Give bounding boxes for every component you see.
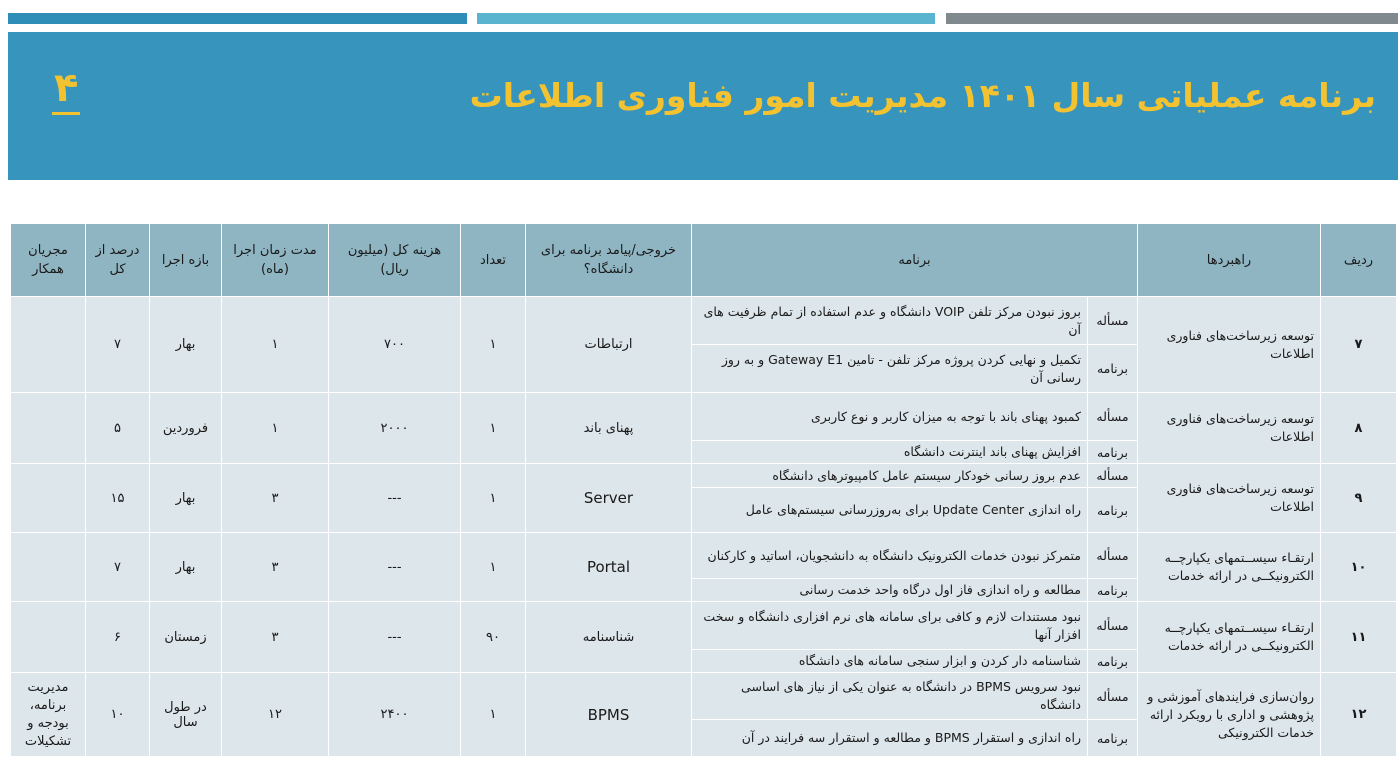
- cell-khoroji: ارتباطات: [526, 297, 692, 393]
- header-barnameh: برنامه: [692, 224, 1138, 297]
- cell-barnameh-label: برنامه: [1088, 650, 1138, 673]
- cell-radif: ۸: [1321, 393, 1397, 464]
- cell-rahbord: ارتقـاء سیســتمهای یکپارچــه الکترونیکــی در ارائه خدمات: [1138, 533, 1321, 602]
- cell-darsad: ۷: [86, 297, 150, 393]
- cell-masaleh: کمبود پهنای باند با توجه به میزان کاربر و نوع کاربری: [692, 393, 1088, 441]
- cell-mojrian: [11, 393, 86, 464]
- header-darsad: درصد از کل: [86, 224, 150, 297]
- cell-bazeh: فروردین: [150, 393, 222, 464]
- table-row: [11, 297, 1397, 345]
- header-rahbord: راهبردها: [1138, 224, 1321, 297]
- cell-hazineh: ۲۴۰۰: [329, 673, 461, 757]
- header-moddat: مدت زمان اجرا (ماه): [222, 224, 329, 297]
- cell-darsad: ۷: [86, 533, 150, 602]
- cell-bazeh: بهار: [150, 464, 222, 533]
- cell-masaleh-label: مسأله: [1088, 533, 1138, 579]
- cell-khoroji: BPMS: [526, 673, 692, 757]
- cell-masaleh-label: مسأله: [1088, 673, 1138, 720]
- table-row: [11, 673, 1397, 720]
- header-tedad: تعداد: [461, 224, 526, 297]
- cell-barnameh: راه اندازی Update Center برای به‌روزرسانی سیستم‌های عامل: [692, 488, 1088, 533]
- cell-barnameh-label: برنامه: [1088, 441, 1138, 464]
- cell-rahbord: توسعه زیرساخت‌های فناوری اطلاعات: [1138, 297, 1321, 393]
- cell-radif: ۱۲: [1321, 673, 1397, 757]
- cell-mojrian: مدیریت برنامه، بودجه و تشکیلات: [11, 673, 86, 757]
- cell-barnameh: مطالعه و راه اندازی فاز اول درگاه واحد خدمت رسانی: [692, 579, 1088, 602]
- cell-hazineh: ۷۰۰: [329, 297, 461, 393]
- cell-bazeh: بهار: [150, 533, 222, 602]
- cell-masaleh-label: مسأله: [1088, 393, 1138, 441]
- cell-darsad: ۱۰: [86, 673, 150, 757]
- cell-masaleh: نبود مستندات لازم و کافی برای سامانه های نرم افزاری دانشگاه و سخت افزار آنها: [692, 602, 1088, 650]
- page-title: برنامه عملیاتی سال ۱۴۰۱ مدیریت امور فناوری اطلاعات: [469, 76, 1376, 115]
- table-row: [11, 464, 1397, 488]
- cell-radif: ۷: [1321, 297, 1397, 393]
- cell-tedad: ۱: [461, 464, 526, 533]
- table-header-row: [11, 224, 1397, 297]
- cell-bazeh: زمستان: [150, 602, 222, 673]
- header-khoroji: خروجی/پیامد برنامه برای دانشگاه؟: [526, 224, 692, 297]
- top-accent-bar-2: [477, 13, 935, 24]
- cell-moddat: ۳: [222, 464, 329, 533]
- cell-barnameh-label: برنامه: [1088, 720, 1138, 757]
- cell-darsad: ۵: [86, 393, 150, 464]
- cell-khoroji: Server: [526, 464, 692, 533]
- cell-hazineh: ---: [329, 464, 461, 533]
- cell-khoroji: شناسنامه: [526, 602, 692, 673]
- table-row: [11, 393, 1397, 441]
- cell-hazineh: ---: [329, 602, 461, 673]
- cell-masaleh: عدم بروز رسانی خودکار سیستم عامل کامپیوترهای دانشگاه: [692, 464, 1088, 488]
- cell-barnameh: راه اندازی و استقرار BPMS و مطالعه و استقرار سه فرایند در آن: [692, 720, 1088, 757]
- cell-radif: ۱۱: [1321, 602, 1397, 673]
- cell-moddat: ۳: [222, 602, 329, 673]
- page-number: ۴: [52, 64, 80, 115]
- cell-barnameh: تکمیل و نهایی کردن پروژه مرکز تلفن - تامین Gateway E1 و به روز رسانی آن: [692, 345, 1088, 393]
- cell-masaleh: نبود سرویس BPMS در دانشگاه به عنوان یکی از نیاز های اساسی دانشگاه: [692, 673, 1088, 720]
- cell-bazeh: بهار: [150, 297, 222, 393]
- cell-moddat: ۱: [222, 297, 329, 393]
- cell-tedad: ۱: [461, 533, 526, 602]
- cell-bazeh: در طول سال: [150, 673, 222, 757]
- cell-mojrian: [11, 297, 86, 393]
- cell-barnameh-label: برنامه: [1088, 579, 1138, 602]
- top-accent-bar-1: [8, 13, 467, 24]
- cell-radif: ۱۰: [1321, 533, 1397, 602]
- cell-tedad: ۹۰: [461, 602, 526, 673]
- header-radif: ردیف: [1321, 224, 1397, 297]
- cell-rahbord: توسعه زیرساخت‌های فناوری اطلاعات: [1138, 393, 1321, 464]
- cell-moddat: ۱۲: [222, 673, 329, 757]
- cell-barnameh: شناسنامه دار کردن و ابزار سنجی سامانه های دانشگاه: [692, 650, 1088, 673]
- cell-barnameh: افزایش پهنای باند اینترنت دانشگاه: [692, 441, 1088, 464]
- cell-khoroji: Portal: [526, 533, 692, 602]
- table-row: [11, 602, 1397, 650]
- header-hazineh: هزینه کل (میلیون ریال): [329, 224, 461, 297]
- cell-radif: ۹: [1321, 464, 1397, 533]
- cell-khoroji: پهنای باند: [526, 393, 692, 464]
- cell-mojrian: [11, 464, 86, 533]
- cell-hazineh: ---: [329, 533, 461, 602]
- cell-tedad: ۱: [461, 297, 526, 393]
- cell-darsad: ۶: [86, 602, 150, 673]
- cell-mojrian: [11, 602, 86, 673]
- table-row: [11, 533, 1397, 579]
- cell-masaleh-label: مسأله: [1088, 464, 1138, 488]
- cell-masaleh-label: مسأله: [1088, 297, 1138, 345]
- cell-masaleh-label: مسأله: [1088, 602, 1138, 650]
- header-mojrian: مجریان همکار: [11, 224, 86, 297]
- cell-rahbord: توسعه زیرساخت‌های فناوری اطلاعات: [1138, 464, 1321, 533]
- cell-rahbord: روان‌سازی فرایندهای آموزشی و پژوهشی و اداری با رویکرد ارائه خدمات الکترونیکی: [1138, 673, 1321, 757]
- cell-rahbord: ارتقـاء سیســتمهای یکپارچــه الکترونیکــی در ارائه خدمات: [1138, 602, 1321, 673]
- header-bazeh: بازه اجرا: [150, 224, 222, 297]
- cell-moddat: ۱: [222, 393, 329, 464]
- cell-hazineh: ۲۰۰۰: [329, 393, 461, 464]
- operational-plan-table: [10, 223, 1397, 757]
- cell-barnameh-label: برنامه: [1088, 488, 1138, 533]
- top-accent-bar-3: [946, 13, 1398, 24]
- cell-masaleh: بروز نبودن مرکز تلفن VOIP دانشگاه و عدم استفاده از تمام ظرفیت های آن: [692, 297, 1088, 345]
- cell-mojrian: [11, 533, 86, 602]
- cell-moddat: ۳: [222, 533, 329, 602]
- cell-tedad: ۱: [461, 673, 526, 757]
- cell-tedad: ۱: [461, 393, 526, 464]
- cell-darsad: ۱۵: [86, 464, 150, 533]
- cell-masaleh: متمرکز نبودن خدمات الکترونیک دانشگاه به دانشجویان، اساتید و کارکنان: [692, 533, 1088, 579]
- cell-barnameh-label: برنامه: [1088, 345, 1138, 393]
